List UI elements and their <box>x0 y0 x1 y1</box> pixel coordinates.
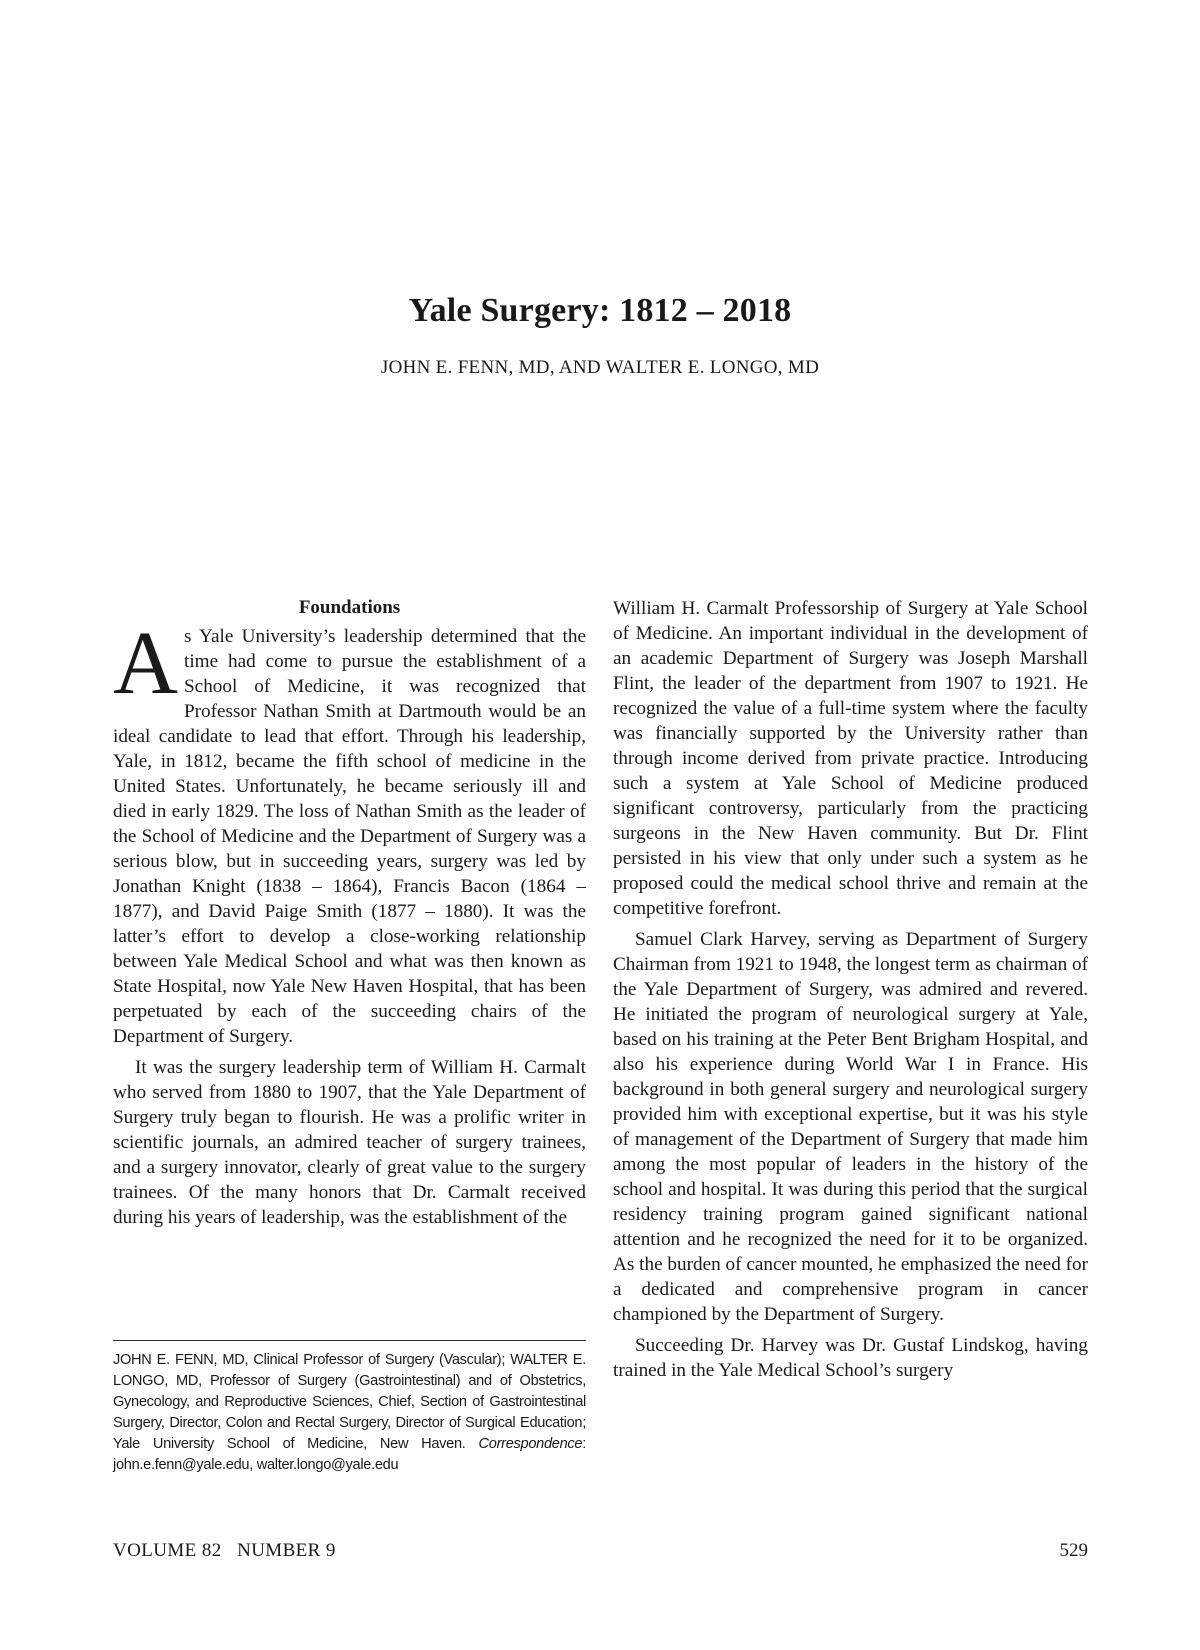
footnote-divider <box>113 1340 586 1341</box>
author-footnote <box>113 1350 586 1476</box>
paragraph-carmalt: It was the surgery leadership term of William H. Carmalt who served from 1880 to 1907, that the Yale Department of Surgery truly began to flourish. He was a prolific writer in scientific journals, an admired teacher of surgery trainees, and a surgery innovator, clearly of great value to the surgery trainees. Of the many honors that Dr. Carmalt received during his years of leadership, was the establishment of the <box>113 1057 586 1228</box>
article-authors: JOHN E. FENN, MD, AND WALTER E. LONGO, MD <box>380 357 820 378</box>
correspondence-label: Correspondence <box>478 1436 583 1452</box>
section-heading: Foundations <box>298 597 401 618</box>
paragraph-intro <box>113 614 586 1049</box>
article-title: Yale Surgery: 1812 – 2018 <box>408 292 792 329</box>
left-column <box>113 595 586 1230</box>
journal-volume: VOLUME 82 NUMBER 9 <box>113 1540 336 1561</box>
right-column <box>613 596 1088 1383</box>
paragraph-lindskog: Succeeding Dr. Harvey was Dr. Gustaf Lindskog, having trained in the Yale Medical School’s surgery <box>613 1335 1088 1381</box>
footnote-text: JOHN E. FENN, MD, Clinical Professor of Surgery (Vascular); WALTER E. LONGO, MD, Professor of Surgery (Gastrointestinal) and of Obstetrics, Gynecology, and Reproductive Sciences, Chief, Section of Gastrointestinal Surgery, Director, Colon and Rectal Surgery, Director of Surgical Education; Yale University School of Medicine, New Haven. <box>113 1352 586 1452</box>
paragraph-intro-text: s Yale University’s leadership determined that the time had come to pursue the establishment of a School of Medicine, it was recognized that Professor Nathan Smith at Dartmouth would be an ideal candidate to lead that effort. Through his leadership, Yale, in 1812, became the fifth school of medicine in the United States. Unfortunately, he became seriously ill and died in early 1829. The loss of Nathan Smith as the leader of the School of Medicine and the Department of Surgery was a serious blow, but in succeeding years, surgery was led by Jonathan Knight (1838 – 1864), Francis Bacon (1864 – 1877), and David Paige Smith (1877 – 1880). It was the latter’s effort to develop a close-working relationship between Yale Medical School and what was then known as State Hospital, now Yale New Haven Hospital, that has been perpetuated by each of the succeeding chairs of the Department of Surgery. <box>113 626 586 1047</box>
page-number: 529 <box>1059 1540 1088 1561</box>
correspondence-emails: : john.e.fenn@yale.edu, walter.longo@yale.edu <box>113 1436 586 1473</box>
drop-cap: A <box>113 614 178 713</box>
paragraph-flint: William H. Carmalt Professorship of Surgery at Yale School of Medicine. An important individual in the development of an academic Department of Surgery was Joseph Marshall Flint, the leader of the department from 1907 to 1921. He recognized the value of a full-time system where the faculty was financially supported by the University rather than through income derived from private practice. Introducing such a system at Yale School of Medicine produced significant controversy, particularly from the practicing surgeons in the New Haven community. But Dr. Flint persisted in his view that only under such a system as he proposed could the medical school thrive and remain at the competitive forefront. <box>613 598 1088 919</box>
paragraph-harvey: Samuel Clark Harvey, serving as Department of Surgery Chairman from 1921 to 1948, the longest term as chairman of the Yale Department of Surgery, was admired and revered. He initiated the program of neurological surgery at Yale, based on his training at the Peter Bent Brigham Hospital, and also his experience during World War I in France. His background in both general surgery and neurological surgery provided him with exceptional expertise, but it was his style of management of the Department of Surgery that made him among the most popular of leaders in the history of the school and hospital. It was during this period that the surgical residency training program gained significant national attention and he recognized the need for it to be organized. As the burden of cancer mounted, he emphasized the need for a dedicated and comprehensive program in cancer championed by the Department of Surgery. <box>613 929 1088 1325</box>
